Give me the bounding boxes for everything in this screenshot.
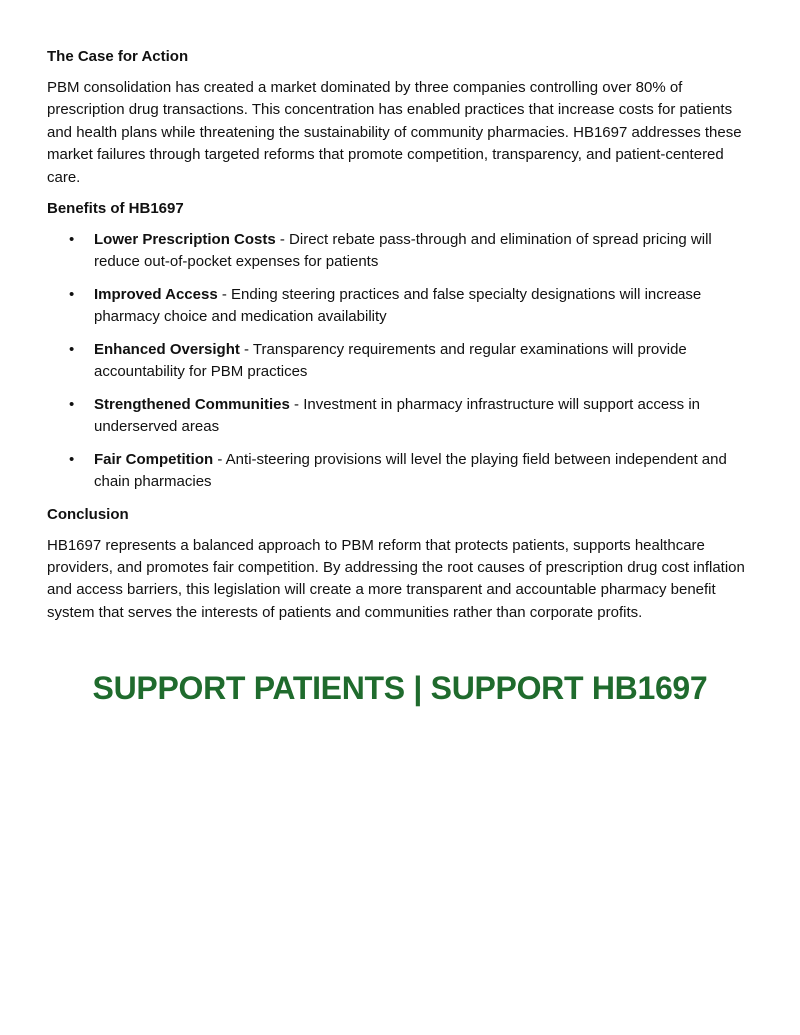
benefit-description: - Transparency requirements and regular examinations will provide accountability for PBM practices [94,340,687,381]
benefit-item-enhanced-oversight [47,339,759,383]
benefits-heading: Benefits of HB1697 [47,200,184,218]
benefit-item-improved-access [47,284,759,328]
benefit-term: Improved Access [94,285,218,303]
benefit-item-lower-costs [47,229,759,273]
bullet-icon: • [69,285,75,303]
benefit-term: Lower Prescription Costs [94,231,276,249]
benefit-description: - Investment in pharmacy infrastructure will support access in underserved areas [94,395,701,435]
bullet-icon: • [69,450,75,468]
bullet-icon: • [69,395,75,413]
benefit-item-strengthened-communities [47,394,759,438]
bullet-icon: • [69,231,75,249]
benefit-description: - Ending steering practices and false specialty designations will increase pharmacy choice and medication availability [94,285,702,326]
benefit-term: Fair Competition [94,450,214,468]
document-page [47,46,759,633]
benefit-description: - Anti-steering provisions will level the playing field between independent and chain pharmacies [94,450,727,490]
support-call-to-action: SUPPORT PATIENTS | SUPPORT HB1697 [92,670,708,706]
conclusion-paragraph: HB1697 represents a balanced approach to PBM reform that protects patients, supports healthcare providers, and promotes fair competition. By addressing the root causes of prescription drug cost inflation and access barriers, this legislation will create a more transparent and accountable pharmacy benefit system that serves the interests of patients and communities rather than corporate profits. [47,536,745,621]
benefit-term: Enhanced Oversight [94,340,240,358]
benefits-list [47,229,759,493]
bullet-icon: • [69,340,75,358]
conclusion-heading: Conclusion [47,505,129,523]
case-for-action-heading: The Case for Action [47,48,189,65]
benefit-description: - Direct rebate pass-through and elimination of spread pricing will reduce out-of-pocket expenses for patients [94,231,712,271]
benefit-item-fair-competition [47,449,759,493]
case-for-action-paragraph: PBM consolidation has created a market dominated by three companies controlling over 80% of prescription drug transactions. This concentration has enabled practices that increase costs for patients and health plans while threatening the sustainability of community pharmacies. HB1697 addresses these market failures through targeted reforms that promote competition, transparency, and patient-centered care. [47,79,742,186]
benefit-term: Strengthened Communities [94,395,290,413]
